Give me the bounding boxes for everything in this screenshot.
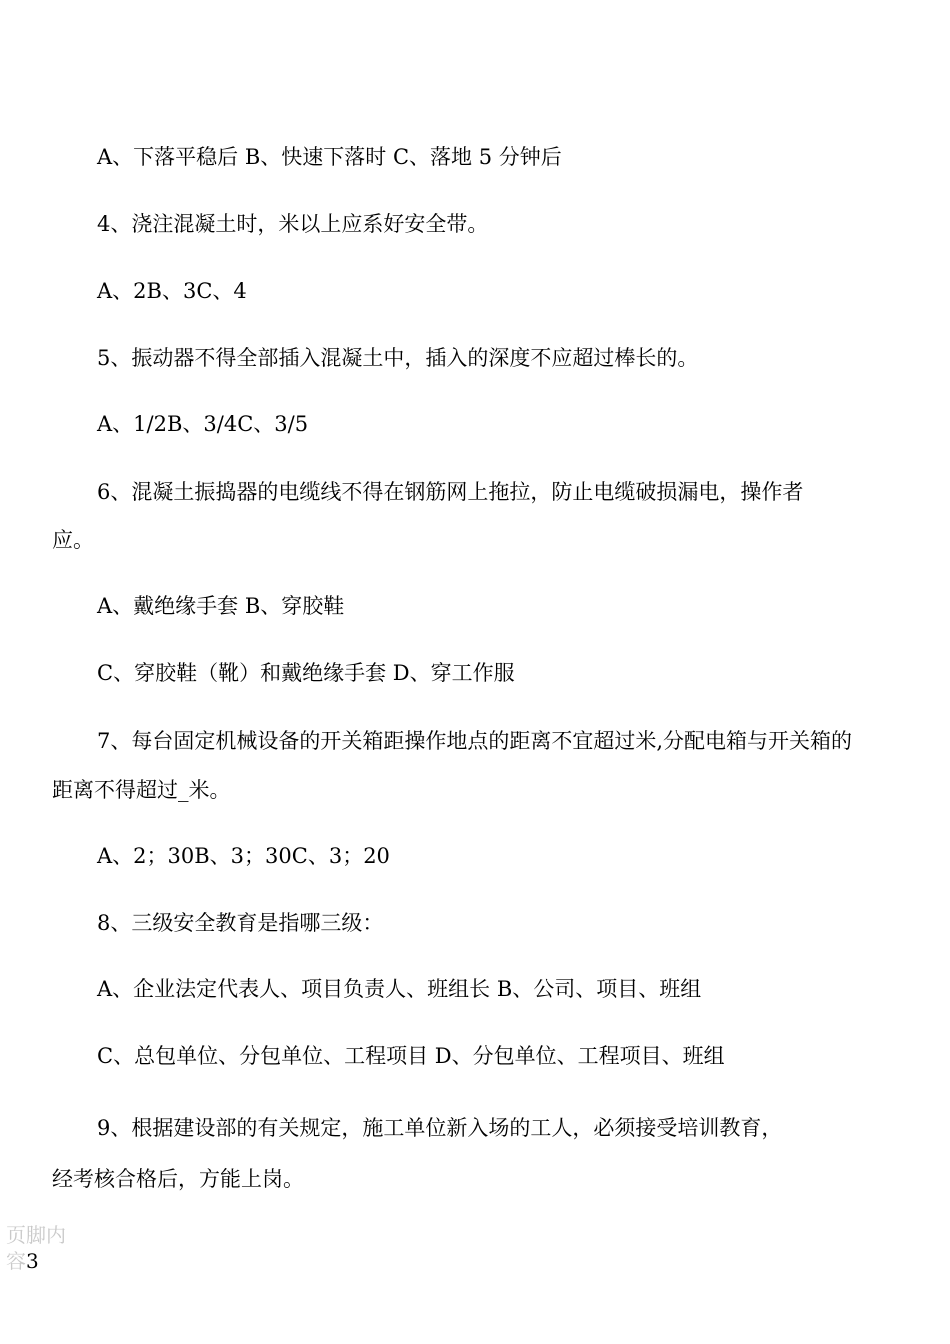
question-8: 8、三级安全教育是指哪三级： (97, 911, 384, 935)
page-number: 3 (26, 1249, 39, 1273)
footer-label-line2 (6, 1248, 76, 1274)
question-7: 7、每台固定机械设备的开关箱距操作地点的距离不宜超过米,分配电箱与开关箱的 (97, 729, 853, 753)
question-4: 4、浇注混凝土时，米以上应系好安全带。 (97, 212, 489, 236)
answer-options-q3: A、下落平稳后 B、快速下落时 C、落地 5 分钟后 (97, 145, 562, 169)
question-6: 6、混凝土振捣器的电缆线不得在钢筋网上拖拉，防止电缆破损漏电，操作者 (97, 480, 804, 504)
answer-options-q6b: C、穿胶鞋（靴）和戴绝缘手套 D、穿工作服 (97, 661, 515, 685)
page-footer (6, 1222, 76, 1274)
question-9-cont: 经考核合格后，方能上岗。 (52, 1167, 304, 1191)
question-6-cont: 应。 (52, 528, 94, 552)
question-9: 9、根据建设部的有关规定，施工单位新入场的工人，必须接受培训教育， (97, 1116, 783, 1140)
answer-options-q8b: C、总包单位、分包单位、工程项目 D、分包单位、工程项目、班组 (97, 1044, 725, 1068)
answer-options-q5: A、1/2B、3/4C、3/5 (97, 412, 309, 436)
answer-options-q8a: A、企业法定代表人、项目负责人、班组长 B、公司、项目、班组 (97, 977, 702, 1001)
question-7-cont: 距离不得超过_米。 (52, 778, 231, 802)
footer-label-text: 容 (6, 1249, 26, 1273)
footer-label-line1: 页脚内 (6, 1223, 66, 1247)
answer-options-q4: A、2B、3C、4 (97, 279, 247, 303)
question-5: 5、振动器不得全部插入混凝土中，插入的深度不应超过棒长的。 (97, 346, 699, 370)
answer-options-q7: A、2；30B、3；30C、3；20 (97, 844, 390, 868)
answer-options-q6a: A、戴绝缘手套 B、穿胶鞋 (97, 594, 345, 618)
